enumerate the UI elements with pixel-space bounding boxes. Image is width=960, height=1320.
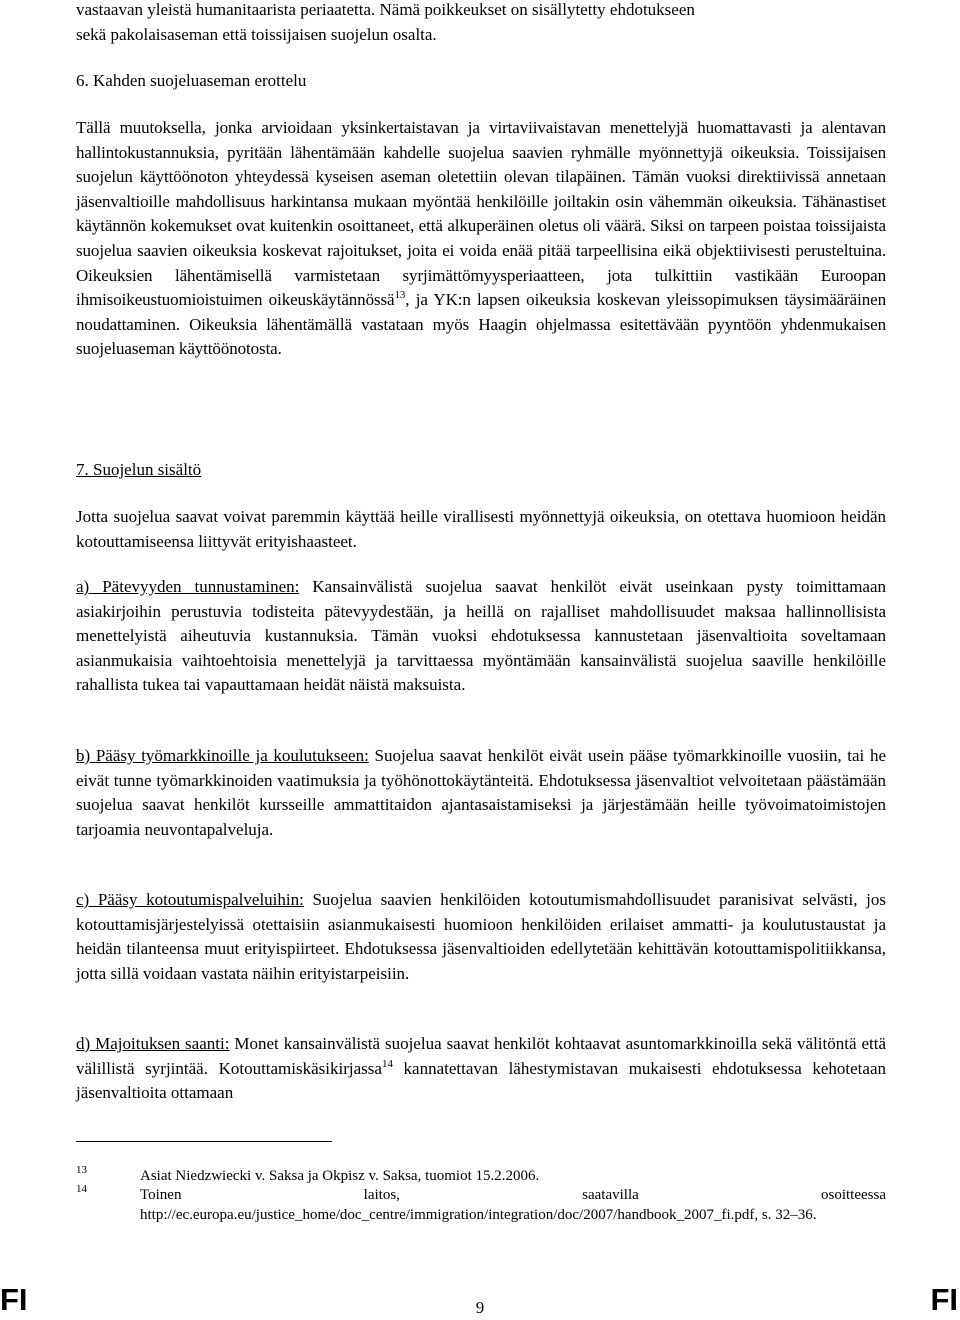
item-c-text: Suojelua saavien henkilöiden kotoutumismahdollisuudet paranisivat selvästi, jos kotouttamisjärjestelyissä otettaisiin asianmukaisesti huomioon henkilöiden erilaiset ammatti- ja koulutustaustat ja heidän tilanteensa muut erityispiirteet. Ehdotuksessa jäsenvaltioiden edellytetään kehittävän kotouttamispolitiikkansa, jotta sillä voidaan vastata näihin erityistarpeisiin. (76, 890, 886, 983)
footer-language-left: FI (0, 1282, 28, 1317)
intro-paragraph (76, 0, 886, 47)
footnote-separator (76, 1141, 332, 1142)
item-a-paragraph (76, 575, 886, 698)
item-b-paragraph (76, 744, 886, 842)
page-number: 9 (475, 1298, 485, 1317)
footer-language-right: FI (930, 1282, 958, 1317)
intro-line-1: vastaavan yleistä humanitaarista periaatetta. Nämä poikkeukset on sisällytetty ehdotukseen (76, 0, 695, 19)
section-7-intro: Jotta suojelua saavat voivat paremmin käyttää heille virallisesti myönnettyjä oikeuksia, on otettava huomioon heidän kotouttamiseensa liittyvät erityishaasteet. (76, 507, 886, 551)
intro-line-2: sekä pakolaisaseman että toissijaisen suojelun osalta. (76, 24, 437, 44)
footnote-13-text: Asiat Niedzwiecki v. Saksa ja Okpisz v. Saksa, tuomiot 15.2.2006. (140, 1168, 540, 1184)
item-d-text-b: kannatettavan lähestymistavan mukaisesti ehdotuksessa kehotetaan jäsenvaltioita ottamaan (76, 1058, 886, 1103)
section-6-paragraph (76, 116, 886, 362)
item-c-label: c) Pääsy kotoutumispalveluihin: (76, 890, 304, 909)
footnote-14-number: 14 (76, 1183, 87, 1195)
section-7-heading: 7. Suojelun sisältö (76, 460, 202, 479)
section-6-text-b: , ja YK:n lapsen oikeuksia koskevan yleissopimuksen täysimääräinen noudattaminen. Oikeuksia lähentämällä vastataan myös Haagin ohjelmassa esitettävään pyyntöön yhdenmukaisen suojeluaseman käyttöönotosta. (76, 290, 886, 359)
footnote-ref-14[interactable]: 14 (381, 1057, 393, 1070)
item-a-label: a) Pätevyyden tunnustaminen: (76, 577, 300, 596)
section-6-text-a: Tällä muutoksella, jonka arvioidaan yksinkertaistavan ja virtaviivaistavan menettelyjä huomattavasti ja alentavan hallintokustannuksia, pyritään lähentämään kahdelle suojelua saavien ryhmälle myönnettyjä oikeuksia. Toissijaisen suojelun käyttöönoton yhteydessä kyseisen aseman oletettiin olevan tilapäinen. Tämän vuoksi direktiivissä annetaan jäsenvaltioille mahdollisuus harkintansa mukaan myöntää henkilöille joiltakin osin vähemmän oikeuksia. Tähänastiset käytännön kokemukset ovat kuitenkin osoittaneet, että alkuperäinen oletus oli väärä. Siksi on tarpeen poistaa toissijaista suojelua saavien oikeuksia koskevat rajoitukset, joita ei voida enää pitää tarpeellisina eikä objektiivisesti perusteltuina. Oikeuksien lähentämisellä varmistetaan syrjimättömyysperiaatteen, jota tulkittiin vastikään Euroopan ihmisoikeustuomioistuimen oikeuskäytännössä (76, 118, 886, 310)
item-d-label: d) Majoituksen saanti: (76, 1034, 230, 1053)
item-c-paragraph (76, 888, 886, 986)
item-d-paragraph (76, 1032, 886, 1106)
section-6-heading: 6. Kahden suojeluaseman erottelu (76, 71, 307, 90)
item-b-label: b) Pääsy työmarkkinoille ja koulutukseen: (76, 746, 369, 765)
item-d-text-a: Monet kansainvälistä suojelua saavat henkilöt kohtaavat asuntomarkkinoilla sekä välitöntä että välillistä syrjintää. Kotouttamiskäsikirjassa (76, 1034, 886, 1078)
footnote-13-number: 13 (76, 1164, 87, 1176)
item-a-text: Kansainvälistä suojelua saavat henkilöt eivät useinkaan pysty toimittamaan asiakirjoihin perustuvia todisteita pätevyydestään, ja heillä on rajalliset mahdollisuudet maksaa hallinnollisista menettelyistä aiheutuvia kustannuksia. Tämän vuoksi ehdotuksessa kannustetaan jäsenvaltioita soveltamaan asianmukaisia vaihtoehtoisia menettelyjä ja tarvittaessa myöntämään kansainvälistä suojelua saaville henkilöille rahallista tukea tai vapauttamaan heidät näistä maksuista. (76, 577, 887, 695)
item-b-text: Suojelua saavat henkilöt eivät usein pääse työmarkkinoille vuosiin, tai he eivät tunne työmarkkinoiden vaatimuksia ja työhönottokäytänteitä. Ehdotuksessa jäsenvaltiot velvoitetaan päästämään suojelua saavat henkilöt kursseille ammattitaidon ajantasaistamiseksi ja järjestämään heille työvoimatoimistojen tarjoamia neuvontapalveluja. (76, 746, 886, 839)
footnote-14-text: Toinen laitos, saatavilla osoitteessa http://ec.europa.eu/justice_home/doc_centre/immigration/integration/doc/2007/handbook_2007_fi.pdf, s. 32–36. (140, 1187, 886, 1223)
footnote-ref-13[interactable]: 13 (394, 289, 406, 302)
